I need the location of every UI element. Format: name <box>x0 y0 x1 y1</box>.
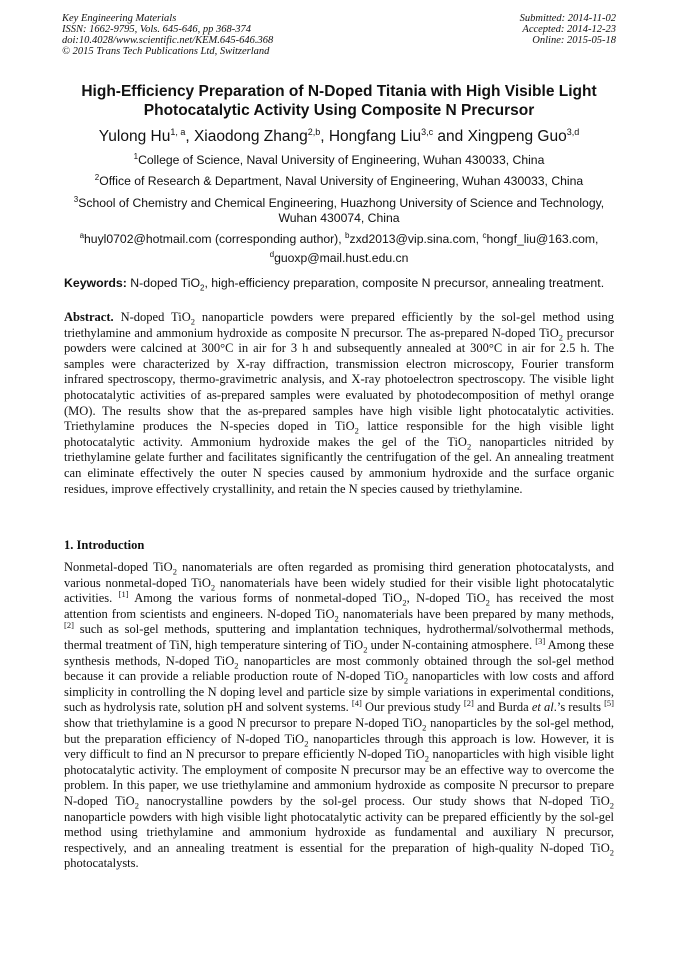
intro-text: .’s results <box>553 700 605 715</box>
email-d-marker: d <box>269 250 275 260</box>
intro-text: Among these synthesis methods, N-doped TiO <box>64 637 614 668</box>
keywords-text-2: , high-efficiency preparation, composite N precursor, annealing treatment. <box>204 276 605 290</box>
affiliation-1-marker: 1 <box>133 152 139 161</box>
intro-subscript: 2 <box>304 738 309 749</box>
intro-text: has received the most attention from scientists and engineers. N-doped TiO <box>64 591 614 621</box>
copyright-line: © 2015 Trans Tech Publications Ltd, Switzerland <box>62 46 270 57</box>
intro-subscript: 2 <box>172 566 177 577</box>
affiliation-3 <box>50 192 628 226</box>
citation-ref: [4] <box>351 698 362 709</box>
author-list: Yulong Hu$^{1, a}$, Xiaodong Zhang$^{2,b}$, Hongfang Liu$^{3,c}$ and Xingpeng Guo$^{3,d}$ <box>98 127 580 146</box>
abstract-subscript: 2 <box>354 425 359 436</box>
abstract-label: Abstract. <box>64 310 114 324</box>
intro-subscript: 2 <box>609 847 614 858</box>
abstract-text: lattice responsible for the high visible light photocatalytic activity. Ammonium hydroxide makes the gel of the TiO <box>64 419 614 449</box>
intro-text: nanomaterials have been prepared by many methods, <box>338 606 614 621</box>
email-d: guoxp@mail.hust.edu.cn <box>274 251 409 266</box>
intro-text: Our previous study <box>361 700 464 715</box>
journal-header-left <box>62 13 273 57</box>
abstract-subscript: 2 <box>466 441 472 452</box>
keywords <box>64 276 616 295</box>
citation-ref: [1] <box>118 589 129 600</box>
email-list <box>50 228 628 266</box>
doi-line: doi:10.4028/www.scientific.net/KEM.645-646.368 <box>62 35 274 46</box>
email-a-marker: a <box>79 231 85 240</box>
author-3-affil: 3,c <box>421 127 434 137</box>
intro-subscript: 2 <box>210 582 216 593</box>
intro-text: such as sol-gel methods, sputtering and implantation techniques, hydrothermal/solvothermal methods, thermal treatment of TiN, high temperature sintering of TiO <box>64 622 614 652</box>
author-4: Xingpeng Guo <box>467 128 567 146</box>
author-3: Hongfang Liu <box>328 128 422 146</box>
abstract-text: precursor powders were calcined at 300°C in air for 3 h and subsequently annealed at 300°C in air for 2.5 h. The samples were characterized by X-ray diffraction, transmission electron microscopy, Fourier transform infrared spectroscopy, thermo-gravimetric analysis, and X-ray photoelectron spectroscopy. The visible light photocatalytic activities of as-prepared samples were evaluated by photodecomposition of methyl orange (MO). The results show that the as-prepared samples have high visible light photocatalytic activities. Triethylamine produces the N-species doped in TiO <box>64 325 615 434</box>
author-2: Xiaodong Zhang <box>193 128 308 146</box>
submitted-date: Submitted: 2014-11-02 <box>519 13 616 24</box>
intro-text: nanoparticle powders with high visible light photocatalytic activity can be prepared efficiently by the sol-gel method using triethylamine and ammonium hydroxide as fundamental and auxiliary N precursor, respectively, and an annealing treatment is essential for the preparation of high-quality N-doped TiO <box>64 809 614 855</box>
abstract-subscript: 2 <box>558 332 564 343</box>
intro-text: Among the various forms of nonmetal-doped TiO <box>128 591 403 606</box>
intro-text: nanomaterials have been widely studied for their visible light photocatalytic activities. <box>64 575 614 606</box>
intro-subscript: 2 <box>424 753 429 764</box>
section-heading-introduction: 1. Introduction <box>64 538 145 552</box>
affiliation-2-marker: 2 <box>94 173 100 182</box>
intro-subscript: 2 <box>422 722 427 733</box>
abstract-paragraph <box>64 310 614 497</box>
author-4-affil: 3,d <box>566 127 580 137</box>
intro-subscript: 2 <box>403 675 409 686</box>
intro-text: , N-doped TiO <box>406 591 486 606</box>
email-b: zxd2013@vip.sina.com, <box>349 232 480 247</box>
intro-subscript: 2 <box>363 644 368 655</box>
abstract-text: nanoparticles nitrided by triethylamine gelate further and facilitates significantly the centrifugation of the gel. An annealing treatment can eliminate effectively the outer N species caused by ammonium hydroxide and the surface organic residues, improve effectively crystallinity, and retain the N species caused by triethylamine. <box>64 434 614 496</box>
affiliation-3-text-line2: Wuhan 430074, China <box>278 211 400 226</box>
citation-ref: [2] <box>64 620 74 631</box>
citation-ref: [3] <box>535 635 546 646</box>
intro-text: nanoparticles by the sol-gel method, but the preparation efficiency of N-doped TiO <box>64 715 614 746</box>
email-b-marker: b <box>345 231 350 240</box>
intro-text: nanoparticles with low costs and afford simplicity in controlling the N doping level and particle size by simple variations in experimental conditions, such as hydrolysis rate, solution pH and solvent systems. <box>64 669 614 715</box>
abstract-text: nanoparticle powders were prepared efficiently by the sol-gel method using triethylamine and ammonium hydroxide as composite N precursor. The as-prepared N-doped TiO <box>64 310 614 340</box>
affiliation-3-marker: 3 <box>73 195 79 204</box>
intro-text: and Burda <box>473 700 532 715</box>
intro-text: nanoparticles through this approach is low. However, it is very difficult to find an N precursor to prepare efficiently N-doped TiO <box>64 731 614 762</box>
title-line-2: Photocatalytic Activity Using Composite N Precursor <box>143 102 535 119</box>
issn-line: ISSN: 1662-9795, Vols. 645-646, pp 368-374 <box>62 24 251 35</box>
author-2-affil: 2,b <box>307 127 321 137</box>
keywords-subscript: 2 <box>200 283 205 293</box>
email-c-marker: c <box>482 231 487 240</box>
journal-header-right <box>520 13 616 46</box>
email-a: huyl0702@hotmail.com (corresponding author), <box>84 232 342 247</box>
intro-text: show that triethylamine is a good N precursor to prepare N-doped TiO <box>64 715 423 730</box>
affiliation-1-text: College of Science, Naval University of Engineering, Wuhan 430033, China <box>138 153 545 168</box>
intro-subscript: 2 <box>609 800 614 811</box>
author-1: Yulong Hu <box>98 128 171 146</box>
intro-text: Nonmetal-doped TiO <box>64 560 173 574</box>
intro-subscript: 2 <box>234 660 239 671</box>
title-line-1: High-Efficiency Preparation of N-Doped Titania with High Visible Light <box>81 83 597 100</box>
keywords-label: Keywords: <box>64 276 127 290</box>
intro-subscript: 2 <box>485 597 490 608</box>
intro-text: under N-containing atmosphere. <box>367 637 536 652</box>
intro-text: nanomaterials are often regarded as promising third generation photocatalysts, and various nonmetal-doped TiO <box>64 560 614 590</box>
introduction-paragraph <box>64 560 614 872</box>
intro-text: nanoparticles with high visible light photocatalytic activity. The employment of composite N precursor may be an effective way to overcome the problem. In this paper, we use triethylamine and ammonium hydroxide as composite N precursor to prepare N-doped TiO <box>64 747 615 808</box>
accepted-date: Accepted: 2014-12-23 <box>522 24 616 35</box>
affiliation-1 <box>50 149 628 168</box>
intro-text: nanocrystalline powders by the sol-gel process. Our study shows that N-doped TiO <box>138 793 610 808</box>
paper-title <box>60 82 618 120</box>
intro-subscript: 2 <box>134 800 139 811</box>
citation-ref: [5] <box>604 698 615 709</box>
email-c: hongf_liu@163.com, <box>486 232 599 247</box>
intro-subscript: 2 <box>402 597 407 608</box>
citation-ref: [2] <box>463 698 474 709</box>
abstract-text: N-doped TiO <box>113 310 191 324</box>
intro-text: nanoparticles are most commonly obtained through the sol-gel method because it can provide a reliable production route of N-doped TiO <box>64 653 615 684</box>
intro-text: photocatalysts. <box>64 856 139 871</box>
author-and: and <box>437 128 464 146</box>
affiliation-2-text: Office of Research & Department, Naval University of Engineering, Wuhan 430033, China <box>99 174 584 189</box>
keywords-text-1: N-doped TiO <box>126 276 201 290</box>
author-1-affil: 1, a <box>170 127 186 137</box>
abstract-subscript: 2 <box>190 316 195 327</box>
intro-subscript: 2 <box>334 613 339 624</box>
online-date: Online: 2015-05-18 <box>532 35 616 46</box>
journal-name: Key Engineering Materials <box>62 13 177 24</box>
intro-italic-etal: et al <box>531 700 554 715</box>
affiliation-3-text-line1: School of Chemistry and Chemical Engineering, Huazhong University of Science and Technology, <box>78 196 605 211</box>
affiliation-2 <box>50 170 628 189</box>
